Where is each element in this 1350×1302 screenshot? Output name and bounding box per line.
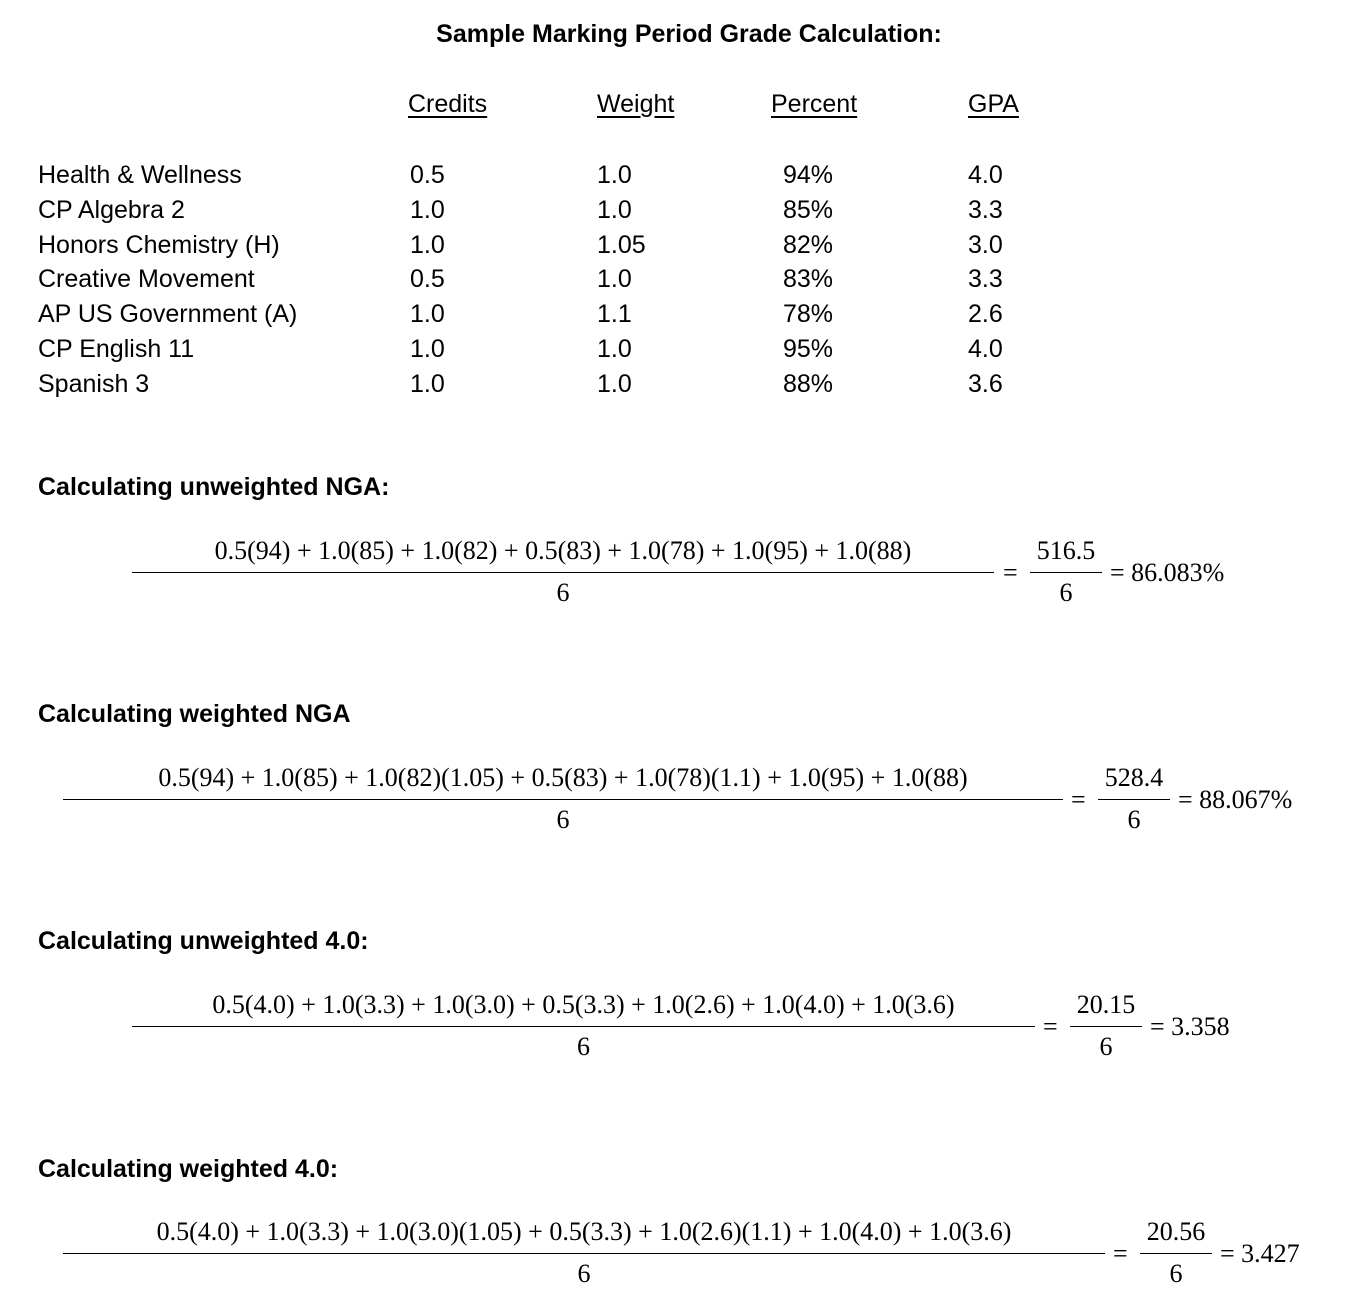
equals-sign: = [1071, 785, 1086, 814]
course-weight: 1.0 [597, 370, 632, 398]
sum-numerator: 20.15 [1076, 990, 1136, 1019]
course-weight: 1.0 [597, 161, 632, 189]
fraction-bar [1098, 799, 1170, 800]
sum-denominator: 6 [1059, 578, 1073, 607]
fraction-bar [1030, 572, 1102, 573]
course-name: Health & Wellness [38, 161, 242, 189]
course-percent: 88% [783, 370, 834, 398]
course-name: Spanish 3 [38, 370, 150, 398]
result-value: = 86.083% [1110, 558, 1225, 587]
course-percent: 94% [783, 161, 834, 189]
course-name: CP Algebra 2 [38, 196, 185, 224]
course-gpa: 4.0 [968, 161, 1003, 189]
course-name: Honors Chemistry (H) [38, 231, 280, 259]
fraction-bar [63, 799, 1063, 800]
sum-numerator: 516.5 [1036, 536, 1096, 565]
course-weight: 1.1 [597, 300, 632, 328]
course-credits: 1.0 [410, 196, 445, 224]
course-credits: 1.0 [410, 370, 445, 398]
column-header-gpa: GPA [968, 90, 1019, 118]
fraction-bar [63, 1253, 1105, 1254]
formula-numerator: 0.5(94) + 1.0(85) + 1.0(82)(1.05) + 0.5(83) + 1.0(78)(1.1) + 1.0(95) + 1.0(88) [158, 763, 968, 792]
fraction-bar [1140, 1253, 1212, 1254]
course-gpa: 3.3 [968, 265, 1003, 293]
column-header-weight: Weight [597, 90, 675, 118]
sum-denominator: 6 [1127, 805, 1141, 834]
course-gpa: 3.3 [968, 196, 1003, 224]
result-value: = 3.358 [1150, 1012, 1230, 1041]
course-percent: 78% [783, 300, 834, 328]
course-weight: 1.0 [597, 196, 632, 224]
section-heading: Calculating weighted NGA [38, 700, 351, 728]
section-heading: Calculating weighted 4.0: [38, 1155, 339, 1183]
sum-denominator: 6 [1099, 1032, 1113, 1061]
course-credits: 1.0 [410, 231, 445, 259]
course-gpa: 3.0 [968, 231, 1003, 259]
course-credits: 1.0 [410, 300, 445, 328]
course-credits: 1.0 [410, 335, 445, 363]
sum-numerator: 20.56 [1146, 1217, 1206, 1246]
result-value: = 88.067% [1178, 785, 1293, 814]
result-value: = 3.427 [1220, 1239, 1300, 1268]
course-percent: 82% [783, 231, 834, 259]
fraction-bar [132, 1026, 1035, 1027]
fraction-bar [132, 572, 994, 573]
formula-numerator: 0.5(4.0) + 1.0(3.3) + 1.0(3.0) + 0.5(3.3) + 1.0(2.6) + 1.0(4.0) + 1.0(3.6) [212, 990, 955, 1019]
formula-denominator: 6 [556, 805, 570, 834]
formula-denominator: 6 [577, 1032, 590, 1061]
course-weight: 1.05 [597, 231, 646, 259]
course-percent: 83% [783, 265, 834, 293]
equals-sign: = [1043, 1012, 1058, 1041]
course-gpa: 2.6 [968, 300, 1003, 328]
column-header-percent: Percent [771, 90, 858, 118]
course-gpa: 4.0 [968, 335, 1003, 363]
formula-denominator: 6 [556, 578, 570, 607]
course-name: Creative Movement [38, 265, 255, 293]
section-heading: Calculating unweighted NGA: [38, 473, 390, 501]
equals-sign: = [1003, 558, 1018, 587]
equals-sign: = [1113, 1239, 1128, 1268]
course-weight: 1.0 [597, 335, 632, 363]
course-credits: 0.5 [410, 161, 445, 189]
fraction-bar [1070, 1026, 1142, 1027]
column-header-credits: Credits [408, 90, 488, 118]
course-percent: 95% [783, 335, 834, 363]
formula-denominator: 6 [577, 1259, 591, 1288]
course-weight: 1.0 [597, 265, 632, 293]
course-percent: 85% [783, 196, 834, 224]
sum-denominator: 6 [1169, 1259, 1183, 1288]
section-heading: Calculating unweighted 4.0: [38, 927, 369, 955]
page-title: Sample Marking Period Grade Calculation: [436, 20, 942, 48]
formula-numerator: 0.5(94) + 1.0(85) + 1.0(82) + 0.5(83) + 1.0(78) + 1.0(95) + 1.0(88) [214, 536, 912, 565]
course-gpa: 3.6 [968, 370, 1003, 398]
sum-numerator: 528.4 [1104, 763, 1164, 792]
formula-numerator: 0.5(4.0) + 1.0(3.3) + 1.0(3.0)(1.05) + 0.5(3.3) + 1.0(2.6)(1.1) + 1.0(4.0) + 1.0(3.6) [156, 1217, 1012, 1246]
course-name: CP English 11 [38, 335, 195, 363]
course-credits: 0.5 [410, 265, 445, 293]
course-name: AP US Government (A) [38, 300, 298, 328]
